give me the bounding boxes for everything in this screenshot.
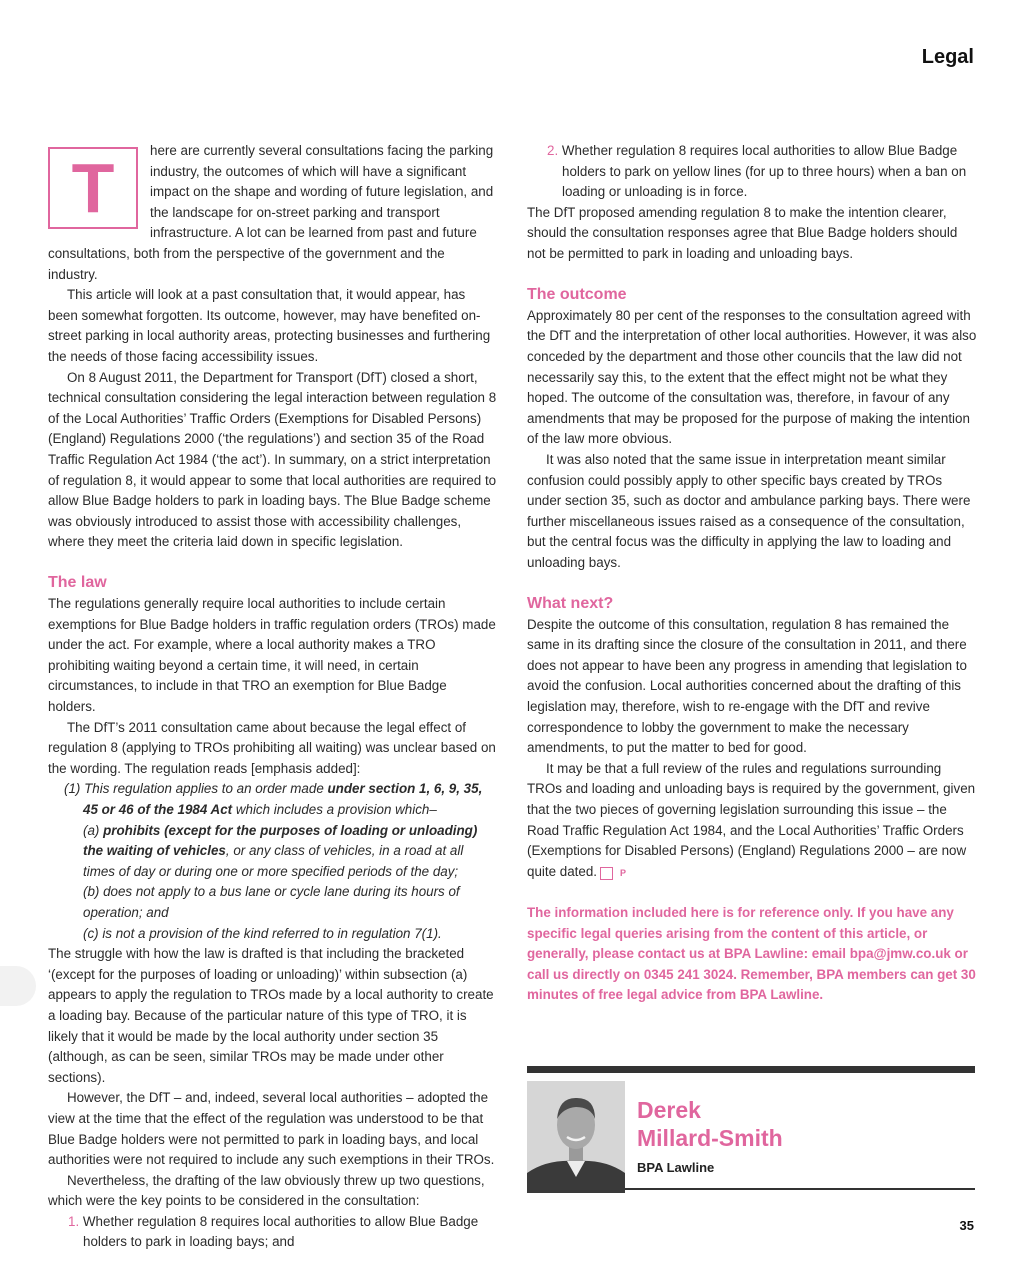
author-organization: BPA Lawline (637, 1160, 715, 1175)
author-photo (527, 1081, 625, 1193)
regulation-quote-b: (b) does not apply to a bus lane or cycle lane during its hours of operation; and (83, 884, 460, 920)
question-1-number: 1. (68, 1213, 80, 1229)
what-next-paragraph-2: It may be that a full review of the rules and regulations surrounding TROs and loading and unloading bays is required by the government, given that the two pieces of governing legislation surrounding this issue – the Road Traffic Regulation Act 1984, and the Local Authorities’ Traffic Orders (Exemptions for Disabled Persons) (England) Regulations 2000 – are now quite dated. P (527, 760, 976, 879)
question-2: 2. Whether regulation 8 requires local authorities to allow Blue Badge holders to park on yellow lines (for up to three hours) when a ban on loading or unloading is in force. (547, 143, 967, 200)
question-2-number: 2. (547, 143, 559, 158)
intro-paragraph-3: On 8 August 2011, the Department for Transport (DfT) closed a short, technical consultation considering the legal interaction between regulation 8 of the Local Authorities’ Traffic Orders (Exemptions for Disabled Persons) (England) Regulations 2000 (‘the regulations’) and section 35 of the Road Traffic Regulation Act 1984 (‘the act’). In summary, on a strict interpretation of regulation 8, it would appear to some that local authorities are required to allow Blue Badge holders to park in loading bays. The Blue Badge scheme was obviously introduced to assist those with accessibility challenges, where they meet the criteria laid down in specific legislation. (48, 369, 497, 550)
law-paragraph-4: However, the DfT – and, indeed, several local authorities – adopted the view at the time that the effect of the regulation was understood to be that Blue Badge holders were not permitted to park in loading bays, and local authorities were not required to include any such exemptions in their TROs. (48, 1090, 495, 1168)
page-number: 35 (959, 1218, 974, 1233)
regulation-quote-c: (c) is not a provision of the kind referred to in regulation 7(1). (83, 925, 442, 941)
author-name: Derek Millard-Smith (637, 1097, 783, 1151)
end-mark-icon: P (600, 867, 613, 880)
drop-cap: T (48, 147, 138, 229)
intro-paragraph-1: here are currently several consultations facing the parking industry, the outcomes of which will have a significant impact on the shape and wording of future legislation, and the landscape for on-street parking and transport infrastructure. A lot can be learned from past and future consultations, both from the perspective of the government and the industry. (48, 143, 494, 282)
outcome-paragraph-1: Approximately 80 per cent of the responses to the consultation agreed with the DfT and the interpretation of other local authorities. However, it was also conceded by the department and those other councils that the law did not necessarily say this, to the extent that the effect might not be what they hoped. The outcome of the consultation was, therefore, in favour of any amendments that may be proposed for the purpose of making the intention of the law more obvious. (527, 307, 977, 447)
what-next-paragraph-1: Despite the outcome of this consultation, regulation 8 has remained the same in its drafting since the closure of the consultation in 2011, and there does not appear to have been any progress in amending that legislation to avoid the confusion. Local authorities concerned about the drafting of this legislation may, therefore, wish to re-engage with the DfT and revive correspondence to lobby the government to make the necessary amendments, to put the matter to bed for good. (527, 616, 967, 756)
law-paragraph-1: The regulations generally require local authorities to include certain exemptions for Blue Badge holders in traffic regulation orders (TROs) made under the act. For example, where a local authority makes a TRO prohibiting waiting beyond a certain time, it will need, in certain circumstances, to include in that TRO an exemption for Blue Badge holders. (48, 596, 496, 715)
disclaimer: The information included here is for reference only. If you have any specific legal queries arising from the content of this article, or generally, please contact us at BPA Lawline: email bpa@jmw.co.uk or call us directly on 0345 241 3024. Remember, BPA members can get 30 minutes of free legal advice from BPA Lawline. (527, 904, 976, 1003)
heading-the-outcome: The outcome (527, 286, 627, 304)
question-1: 1. Whether regulation 8 requires local authorities to allow Blue Badge holders to park in loading bays; and (68, 1213, 479, 1250)
dft-proposal-paragraph: The DfT proposed amending regulation 8 to make the intention clearer, should the consultation responses agree that Blue Badge holders should not be permitted to park in loading and unloading bays. (527, 204, 958, 261)
regulation-quote-a: (a) prohibits (except for the purposes of loading or unloading) the waiting of vehicles, or any class of vehicles, in a road at all times of day or during one or more specified periods of the day; (83, 822, 478, 879)
page-edge-tab (0, 966, 36, 1006)
law-paragraph-5: Nevertheless, the drafting of the law obviously threw up two questions, which were the key points to be considered in the consultation: (48, 1172, 485, 1209)
heading-what-next: What next? (527, 595, 614, 613)
heading-the-law: The law (48, 574, 107, 592)
intro-paragraph-2: This article will look at a past consultation that, it would appear, has been somewhat forgotten. Its outcome, however, may have benefited on-street parking in local authority areas, protecting businesses and furthering the needs of those facing accessibility issues. (48, 287, 491, 364)
section-label: Legal (921, 46, 974, 68)
author-box (527, 1066, 975, 1190)
regulation-quote-1: (1) This regulation applies to an order made under section 1, 6, 9, 35, 45 or 46 of the 1984 Act which includes a provision which– (64, 781, 483, 817)
left-column (48, 141, 498, 1253)
outcome-paragraph-2: It was also noted that the same issue in interpretation meant similar confusion could possibly apply to other specific bays created by TROs under section 35, such as doctor and ambulance parking bays. There were further miscellaneous issues raised as a consequence of the consultation, but the central focus was the difficulty in applying the law to loading and unloading bays. (527, 451, 971, 570)
law-paragraph-3: The struggle with how the law is drafted is that including the bracketed ‘(except for the purposes of loading or unloading)’ within subsection (a) appears to apply the regulation to TROs made by a local authority to create a loading bay. Because of the particular nature of this type of TRO, it is likely that it would be made by the local authority under section 35 (although, as can be seen, similar TROs may be made under other sections). (48, 946, 494, 1085)
right-column (527, 141, 977, 1006)
law-paragraph-2: The DfT’s 2011 consultation came about because the legal effect of regulation 8 (applying to TROs prohibiting all waiting) was unclear based on the wording. The regulation reads [emphasis added]: (48, 719, 496, 776)
